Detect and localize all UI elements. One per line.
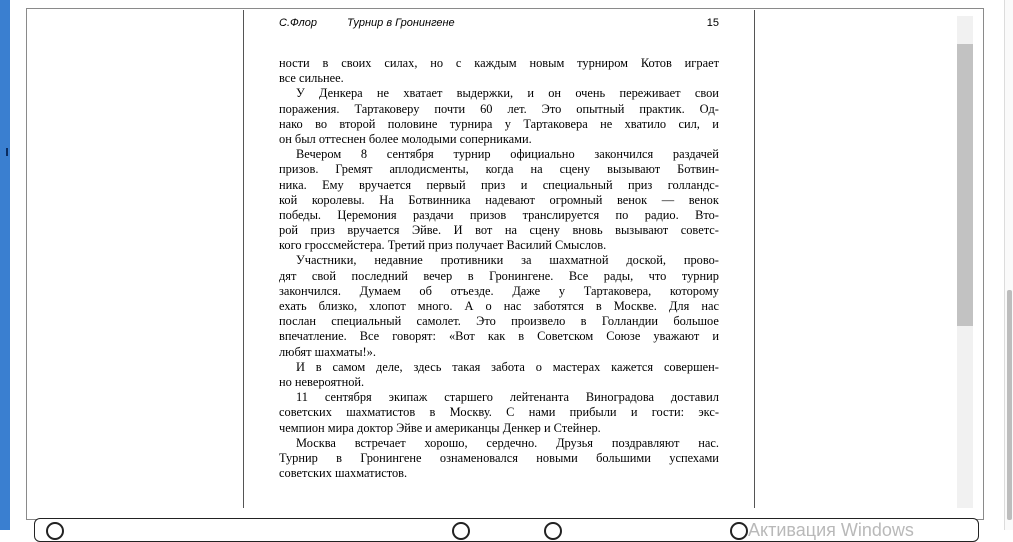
text-line: Москва встречает хорошо, сердечно. Друзья поздравляют нас. [296, 435, 719, 450]
toolbar-circle-icon[interactable] [730, 522, 748, 540]
text-line: кого гроссмейстера. Третий приз получает Василий Смыслов. [279, 238, 607, 253]
desktop-edge-strip [0, 0, 10, 530]
text-line: У Денкера не хватает выдержки, и он очень переживает свои [296, 86, 719, 101]
text-line: призов. Гремят аплодисменты, когда на сцену вызывают Ботвин- [279, 162, 719, 177]
running-header [279, 17, 719, 33]
toolbar-circle-icon[interactable] [452, 522, 470, 540]
text-line: дят свой последний вечер в Гронингене. Все рады, что турнир [279, 268, 719, 283]
text-line: Вечером 8 сентября турнир официально закончился раздачей [296, 147, 719, 162]
window-scrollbar[interactable] [1004, 0, 1013, 530]
text-line: И в самом деле, здесь такая забота о мастерах кажется совершен- [296, 359, 719, 374]
toolbar-circle-icon[interactable] [46, 522, 64, 540]
toolbar-circle-icon[interactable] [544, 522, 562, 540]
text-line: закончился. Думаем об отъезде. Даже у Тартаковера, которому [279, 283, 719, 298]
text-line: все сильнее. [279, 71, 344, 86]
text-line: Турнир в Гронингене ознаменовался новыми большими успехами [279, 450, 719, 465]
text-line: 11 сентября экипаж старшего лейтенанта Виноградова доставил [296, 390, 719, 405]
header-book-title: Турнир в Гронингене [347, 17, 455, 29]
text-line: ехать близко, хлопот много. А о нас заботятся в Москве. Для нас [279, 299, 719, 313]
text-line: Участники, недавние противники за шахматной доской, прово- [296, 253, 719, 268]
text-line: послан специальный самолет. Это произвело в Голландии большое [279, 314, 719, 329]
text-line: победы. Церемония раздачи призов транслируется по радио. Вто- [279, 207, 719, 222]
text-line: но невероятной. [279, 374, 365, 389]
text-line: кой королевы. На Ботвинника надевают огромный венок — венок [279, 192, 719, 207]
text-line: ности в своих силах, но с каждым новым турниром Котов играет [279, 56, 719, 70]
text-line: ника. Ему вручается первый приз и специальный приз голландс- [279, 177, 719, 192]
edge-marker [6, 148, 8, 156]
text-line: советских шахматистов в Москву. С нами прибыли и гости: экс- [279, 405, 719, 420]
windows-activation-watermark: Активация Windows [748, 520, 914, 540]
text-line: он был оттеснен более молодыми соперниками. [279, 131, 532, 146]
window-scrollbar-thumb[interactable] [1007, 290, 1012, 520]
text-line: чемпион мира доктор Эйве и американцы Денкер и Стейнер. [279, 420, 601, 435]
page-number: 15 [706, 17, 719, 29]
text-line: рой приз вручается Эйве. И вот на сцену вновь вызывают советс- [279, 223, 719, 238]
text-line: впечатление. Все говорят: «Вот как в Советском Союзе уважают и [279, 329, 719, 344]
text-line: советских шахматистов. [279, 466, 408, 481]
scrollbar-thumb[interactable] [957, 44, 973, 326]
page-body-text [279, 56, 719, 481]
header-author: С.Флор [279, 17, 317, 29]
text-line: поражения. Тартаковеру почти 60 лет. Это опытный практик. Од- [279, 101, 719, 116]
text-line: любят шахматы!». [279, 344, 376, 359]
text-line: нако во второй половине турнира у Тартаковера не хватило сил, и [279, 116, 719, 131]
